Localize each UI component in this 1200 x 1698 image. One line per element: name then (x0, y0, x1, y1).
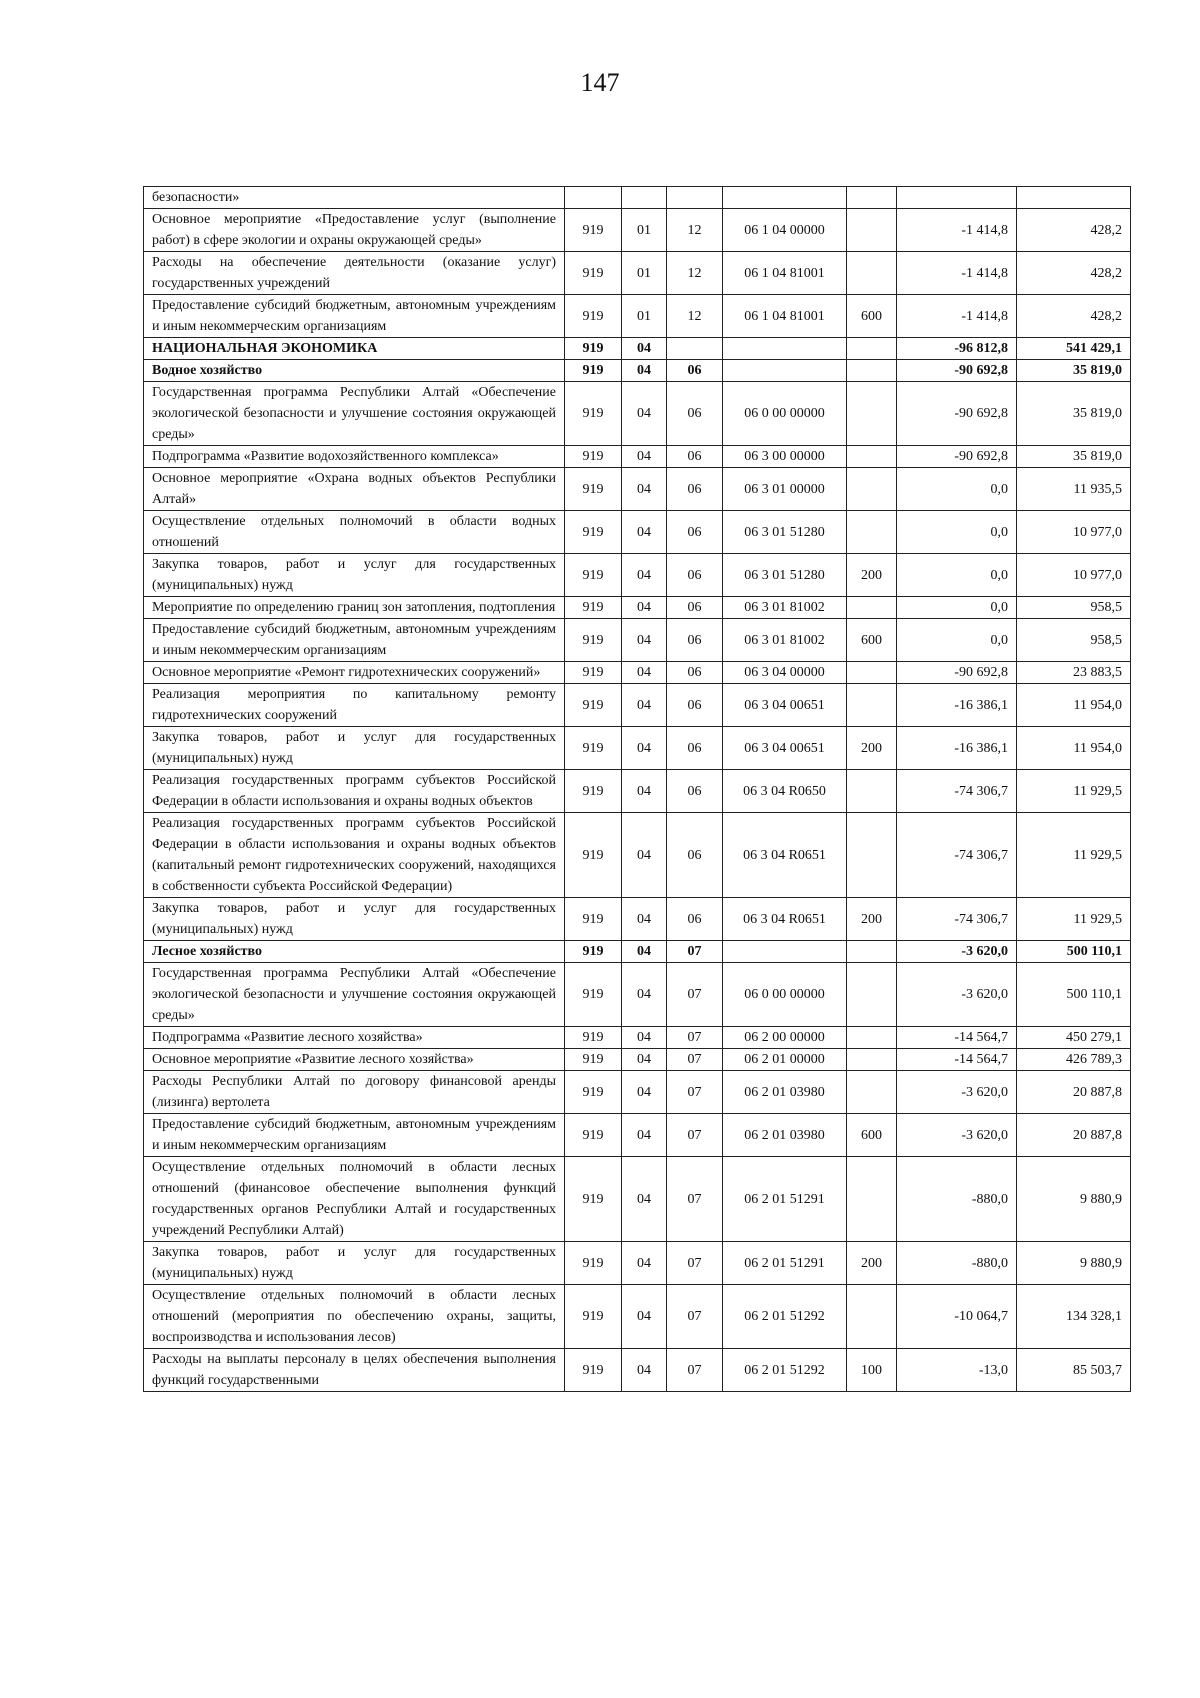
row-name: Государственная программа Республики Алтай «Обеспечение экологической безопасности и улучшение состояния окружающей среды» (144, 963, 565, 1027)
row-grbs-code: 919 (565, 468, 622, 511)
row-name: Расходы на обеспечение деятельности (оказание услуг) государственных учреждений (144, 252, 565, 295)
row-expense-type (847, 813, 897, 898)
row-expense-type: 200 (847, 898, 897, 941)
row-section-code: 04 (622, 1285, 667, 1349)
row-change-amount: -90 692,8 (897, 382, 1017, 446)
row-section-code: 04 (622, 446, 667, 468)
row-grbs-code: 919 (565, 813, 622, 898)
table-row (144, 554, 1131, 597)
row-section-code: 04 (622, 1242, 667, 1285)
row-section-code (622, 187, 667, 209)
row-subsection-code: 06 (667, 619, 723, 662)
row-change-amount: -3 620,0 (897, 963, 1017, 1027)
table-row (144, 446, 1131, 468)
row-name: Основное мероприятие «Охрана водных объектов Республики Алтай» (144, 468, 565, 511)
row-total-amount: 500 110,1 (1017, 941, 1131, 963)
row-change-amount: 0,0 (897, 554, 1017, 597)
row-subsection-code: 07 (667, 1071, 723, 1114)
row-total-amount: 23 883,5 (1017, 662, 1131, 684)
row-section-code: 04 (622, 963, 667, 1027)
row-name: Водное хозяйство (144, 360, 565, 382)
row-grbs-code: 919 (565, 597, 622, 619)
row-total-amount: 10 977,0 (1017, 554, 1131, 597)
row-section-code: 04 (622, 554, 667, 597)
row-subsection-code: 06 (667, 597, 723, 619)
table-row (144, 360, 1131, 382)
table-row (144, 1242, 1131, 1285)
row-expense-type: 200 (847, 554, 897, 597)
table-row (144, 187, 1131, 209)
row-total-amount: 20 887,8 (1017, 1071, 1131, 1114)
row-section-code: 04 (622, 382, 667, 446)
row-total-amount (1017, 187, 1131, 209)
row-total-amount: 428,2 (1017, 295, 1131, 338)
row-name: Мероприятие по определению границ зон затопления, подтопления (144, 597, 565, 619)
row-section-code: 04 (622, 684, 667, 727)
row-change-amount: -880,0 (897, 1157, 1017, 1242)
table-row (144, 684, 1131, 727)
row-section-code: 04 (622, 898, 667, 941)
row-grbs-code: 919 (565, 770, 622, 813)
row-total-amount: 500 110,1 (1017, 963, 1131, 1027)
row-expense-type (847, 1027, 897, 1049)
row-total-amount: 958,5 (1017, 619, 1131, 662)
row-expense-type: 200 (847, 1242, 897, 1285)
row-expense-type (847, 209, 897, 252)
row-target-article: 06 3 04 R0650 (723, 770, 847, 813)
row-expense-type (847, 1071, 897, 1114)
row-target-article: 06 2 01 51291 (723, 1242, 847, 1285)
row-target-article: 06 3 01 81002 (723, 597, 847, 619)
row-subsection-code (667, 338, 723, 360)
row-subsection-code (667, 187, 723, 209)
row-section-code: 04 (622, 468, 667, 511)
row-section-code: 04 (622, 1349, 667, 1392)
row-subsection-code: 07 (667, 1242, 723, 1285)
row-grbs-code: 919 (565, 963, 622, 1027)
row-change-amount: 0,0 (897, 511, 1017, 554)
row-total-amount: 428,2 (1017, 252, 1131, 295)
page-number: 147 (580, 68, 620, 97)
row-total-amount: 35 819,0 (1017, 360, 1131, 382)
row-expense-type (847, 963, 897, 1027)
row-name: Осуществление отдельных полномочий в области лесных отношений (мероприятия по обеспечению охраны, защиты, воспроизводства и использования лесов) (144, 1285, 565, 1349)
row-name: Расходы на выплаты персоналу в целях обеспечения выполнения функций государственными (144, 1349, 565, 1392)
row-change-amount: -3 620,0 (897, 1071, 1017, 1114)
row-subsection-code: 06 (667, 382, 723, 446)
row-grbs-code: 919 (565, 252, 622, 295)
row-name: безопасности» (144, 187, 565, 209)
row-target-article: 06 3 04 00000 (723, 662, 847, 684)
row-section-code: 04 (622, 511, 667, 554)
row-change-amount: -10 064,7 (897, 1285, 1017, 1349)
row-grbs-code: 919 (565, 295, 622, 338)
row-name: Закупка товаров, работ и услуг для государственных (муниципальных) нужд (144, 727, 565, 770)
row-change-amount: -16 386,1 (897, 727, 1017, 770)
row-target-article: 06 1 04 00000 (723, 209, 847, 252)
table-row (144, 1049, 1131, 1071)
row-total-amount: 958,5 (1017, 597, 1131, 619)
row-total-amount: 10 977,0 (1017, 511, 1131, 554)
table-row (144, 1071, 1131, 1114)
row-expense-type (847, 511, 897, 554)
row-expense-type: 200 (847, 727, 897, 770)
row-section-code: 01 (622, 252, 667, 295)
table-row (144, 1349, 1131, 1392)
row-expense-type: 100 (847, 1349, 897, 1392)
row-section-code: 04 (622, 770, 667, 813)
row-expense-type (847, 684, 897, 727)
row-total-amount: 11 954,0 (1017, 727, 1131, 770)
row-grbs-code: 919 (565, 1242, 622, 1285)
table-row (144, 252, 1131, 295)
row-grbs-code: 919 (565, 1285, 622, 1349)
row-total-amount: 9 880,9 (1017, 1157, 1131, 1242)
row-subsection-code: 06 (667, 727, 723, 770)
row-change-amount: -13,0 (897, 1349, 1017, 1392)
row-section-code: 04 (622, 1049, 667, 1071)
row-grbs-code: 919 (565, 338, 622, 360)
row-change-amount: 0,0 (897, 619, 1017, 662)
table-row (144, 338, 1131, 360)
row-name: Реализация государственных программ субъектов Российской Федерации в области использования и охраны водных объектов (144, 770, 565, 813)
row-target-article: 06 3 04 00651 (723, 684, 847, 727)
row-grbs-code: 919 (565, 684, 622, 727)
row-change-amount: -14 564,7 (897, 1027, 1017, 1049)
row-grbs-code: 919 (565, 727, 622, 770)
row-section-code: 04 (622, 662, 667, 684)
row-grbs-code: 919 (565, 1349, 622, 1392)
row-subsection-code: 06 (667, 813, 723, 898)
row-subsection-code: 06 (667, 554, 723, 597)
row-grbs-code: 919 (565, 209, 622, 252)
row-target-article: 06 2 00 00000 (723, 1027, 847, 1049)
row-expense-type (847, 360, 897, 382)
row-subsection-code: 06 (667, 360, 723, 382)
row-grbs-code: 919 (565, 1027, 622, 1049)
row-subsection-code: 06 (667, 446, 723, 468)
row-expense-type (847, 1157, 897, 1242)
row-name: Предоставление субсидий бюджетным, автономным учреждениям и иным некоммерческим организациям (144, 1114, 565, 1157)
row-target-article: 06 2 01 51292 (723, 1349, 847, 1392)
row-subsection-code: 06 (667, 684, 723, 727)
row-target-article: 06 1 04 81001 (723, 295, 847, 338)
table-row (144, 898, 1131, 941)
row-target-article: 06 3 01 00000 (723, 468, 847, 511)
row-change-amount: -90 692,8 (897, 360, 1017, 382)
row-grbs-code: 919 (565, 619, 622, 662)
row-total-amount: 426 789,3 (1017, 1049, 1131, 1071)
table-row (144, 770, 1131, 813)
row-section-code: 04 (622, 1114, 667, 1157)
row-expense-type (847, 382, 897, 446)
row-change-amount: -74 306,7 (897, 813, 1017, 898)
row-change-amount: 0,0 (897, 597, 1017, 619)
row-target-article: 06 3 04 00651 (723, 727, 847, 770)
table-row (144, 597, 1131, 619)
row-expense-type (847, 770, 897, 813)
row-grbs-code: 919 (565, 941, 622, 963)
row-name: Лесное хозяйство (144, 941, 565, 963)
row-name: Закупка товаров, работ и услуг для государственных (муниципальных) нужд (144, 1242, 565, 1285)
row-target-article: 06 1 04 81001 (723, 252, 847, 295)
table-row (144, 813, 1131, 898)
row-name: Предоставление субсидий бюджетным, автономным учреждениям и иным некоммерческим организациям (144, 295, 565, 338)
row-expense-type (847, 187, 897, 209)
row-section-code: 04 (622, 597, 667, 619)
row-expense-type (847, 468, 897, 511)
row-grbs-code: 919 (565, 360, 622, 382)
row-subsection-code: 06 (667, 898, 723, 941)
row-subsection-code: 07 (667, 1285, 723, 1349)
row-name: Государственная программа Республики Алтай «Обеспечение экологической безопасности и улучшение состояния окружающей среды» (144, 382, 565, 446)
row-name: Осуществление отдельных полномочий в области лесных отношений (финансовое обеспечение выполнения функций государственных органов Республики Алтай и государственных учреждений Республики Алтай) (144, 1157, 565, 1242)
table-row (144, 1114, 1131, 1157)
row-section-code: 01 (622, 209, 667, 252)
row-change-amount: -1 414,8 (897, 252, 1017, 295)
row-change-amount: -3 620,0 (897, 1114, 1017, 1157)
row-subsection-code: 07 (667, 941, 723, 963)
row-change-amount: -96 812,8 (897, 338, 1017, 360)
row-section-code: 04 (622, 619, 667, 662)
row-target-article: 06 0 00 00000 (723, 963, 847, 1027)
row-expense-type (847, 941, 897, 963)
row-total-amount: 85 503,7 (1017, 1349, 1131, 1392)
table-row (144, 295, 1131, 338)
row-expense-type (847, 446, 897, 468)
row-grbs-code: 919 (565, 898, 622, 941)
row-name: Основное мероприятие «Предоставление услуг (выполнение работ) в сфере экологии и охраны окружающей среды» (144, 209, 565, 252)
budget-table (143, 186, 1131, 1392)
row-target-article: 06 0 00 00000 (723, 382, 847, 446)
row-change-amount: -1 414,8 (897, 295, 1017, 338)
row-grbs-code: 919 (565, 446, 622, 468)
row-total-amount: 35 819,0 (1017, 446, 1131, 468)
row-grbs-code: 919 (565, 1157, 622, 1242)
row-expense-type (847, 1049, 897, 1071)
row-change-amount: -90 692,8 (897, 446, 1017, 468)
row-subsection-code: 06 (667, 770, 723, 813)
row-section-code: 04 (622, 727, 667, 770)
table-row (144, 468, 1131, 511)
row-target-article: 06 2 01 03980 (723, 1071, 847, 1114)
row-total-amount: 11 929,5 (1017, 898, 1131, 941)
row-name: Предоставление субсидий бюджетным, автономным учреждениям и иным некоммерческим организациям (144, 619, 565, 662)
row-name: Реализация государственных программ субъектов Российской Федерации в области использования и охраны водных объектов (капитальный ремонт гидротехнических сооружений, находящихся в собственности субъекта Российской Федерации) (144, 813, 565, 898)
row-total-amount: 11 929,5 (1017, 770, 1131, 813)
row-subsection-code: 07 (667, 1114, 723, 1157)
row-total-amount: 450 279,1 (1017, 1027, 1131, 1049)
row-section-code: 01 (622, 295, 667, 338)
row-name: Подпрограмма «Развитие водохозяйственного комплекса» (144, 446, 565, 468)
row-grbs-code: 919 (565, 511, 622, 554)
table-row (144, 662, 1131, 684)
row-subsection-code: 07 (667, 1349, 723, 1392)
row-target-article: 06 3 04 R0651 (723, 813, 847, 898)
row-section-code: 04 (622, 941, 667, 963)
table-row (144, 941, 1131, 963)
row-name: Расходы Республики Алтай по договору финансовой аренды (лизинга) вертолета (144, 1071, 565, 1114)
row-grbs-code: 919 (565, 554, 622, 597)
row-subsection-code: 12 (667, 252, 723, 295)
table-row (144, 727, 1131, 770)
row-subsection-code: 07 (667, 1049, 723, 1071)
row-change-amount: 0,0 (897, 468, 1017, 511)
row-name: Реализация мероприятия по капитальному ремонту гидротехнических сооружений (144, 684, 565, 727)
row-change-amount: -74 306,7 (897, 770, 1017, 813)
row-section-code: 04 (622, 813, 667, 898)
table-row (144, 1285, 1131, 1349)
row-grbs-code (565, 187, 622, 209)
table-row (144, 619, 1131, 662)
row-target-article (723, 187, 847, 209)
row-section-code: 04 (622, 1157, 667, 1242)
row-subsection-code: 06 (667, 468, 723, 511)
row-expense-type (847, 1285, 897, 1349)
row-expense-type: 600 (847, 1114, 897, 1157)
row-section-code: 04 (622, 1071, 667, 1114)
row-change-amount: -90 692,8 (897, 662, 1017, 684)
row-name: НАЦИОНАЛЬНАЯ ЭКОНОМИКА (144, 338, 565, 360)
row-change-amount: -16 386,1 (897, 684, 1017, 727)
row-subsection-code: 12 (667, 295, 723, 338)
row-total-amount: 11 954,0 (1017, 684, 1131, 727)
row-target-article: 06 2 01 03980 (723, 1114, 847, 1157)
row-expense-type (847, 252, 897, 295)
row-grbs-code: 919 (565, 382, 622, 446)
row-name: Закупка товаров, работ и услуг для государственных (муниципальных) нужд (144, 898, 565, 941)
row-target-article: 06 3 01 51280 (723, 511, 847, 554)
row-total-amount: 541 429,1 (1017, 338, 1131, 360)
row-name: Закупка товаров, работ и услуг для государственных (муниципальных) нужд (144, 554, 565, 597)
row-total-amount: 11 935,5 (1017, 468, 1131, 511)
row-target-article (723, 338, 847, 360)
row-target-article: 06 3 01 81002 (723, 619, 847, 662)
row-change-amount (897, 187, 1017, 209)
row-target-article (723, 941, 847, 963)
row-target-article: 06 3 00 00000 (723, 446, 847, 468)
row-subsection-code: 12 (667, 209, 723, 252)
row-change-amount: -1 414,8 (897, 209, 1017, 252)
row-subsection-code: 07 (667, 1027, 723, 1049)
row-grbs-code: 919 (565, 662, 622, 684)
row-expense-type (847, 597, 897, 619)
row-change-amount: -880,0 (897, 1242, 1017, 1285)
row-subsection-code: 07 (667, 1157, 723, 1242)
table-row (144, 1157, 1131, 1242)
row-total-amount: 428,2 (1017, 209, 1131, 252)
row-change-amount: -74 306,7 (897, 898, 1017, 941)
row-total-amount: 35 819,0 (1017, 382, 1131, 446)
row-grbs-code: 919 (565, 1071, 622, 1114)
row-name: Осуществление отдельных полномочий в области водных отношений (144, 511, 565, 554)
row-expense-type: 600 (847, 295, 897, 338)
row-target-article: 06 3 04 R0651 (723, 898, 847, 941)
row-target-article: 06 3 01 51280 (723, 554, 847, 597)
row-total-amount: 134 328,1 (1017, 1285, 1131, 1349)
row-name: Основное мероприятие «Ремонт гидротехнических сооружений» (144, 662, 565, 684)
row-grbs-code: 919 (565, 1114, 622, 1157)
row-expense-type: 600 (847, 619, 897, 662)
table-row (144, 963, 1131, 1027)
row-change-amount: -14 564,7 (897, 1049, 1017, 1071)
table-row (144, 382, 1131, 446)
row-name: Основное мероприятие «Развитие лесного хозяйства» (144, 1049, 565, 1071)
row-expense-type (847, 338, 897, 360)
row-target-article: 06 2 01 51291 (723, 1157, 847, 1242)
row-name: Подпрограмма «Развитие лесного хозяйства» (144, 1027, 565, 1049)
row-subsection-code: 06 (667, 662, 723, 684)
row-target-article (723, 360, 847, 382)
row-total-amount: 11 929,5 (1017, 813, 1131, 898)
table-row (144, 1027, 1131, 1049)
row-total-amount: 9 880,9 (1017, 1242, 1131, 1285)
table-row (144, 511, 1131, 554)
row-change-amount: -3 620,0 (897, 941, 1017, 963)
row-section-code: 04 (622, 1027, 667, 1049)
row-section-code: 04 (622, 338, 667, 360)
row-subsection-code: 06 (667, 511, 723, 554)
row-target-article: 06 2 01 51292 (723, 1285, 847, 1349)
table-row (144, 209, 1131, 252)
row-expense-type (847, 662, 897, 684)
row-total-amount: 20 887,8 (1017, 1114, 1131, 1157)
row-target-article: 06 2 01 00000 (723, 1049, 847, 1071)
row-subsection-code: 07 (667, 963, 723, 1027)
row-grbs-code: 919 (565, 1049, 622, 1071)
row-section-code: 04 (622, 360, 667, 382)
